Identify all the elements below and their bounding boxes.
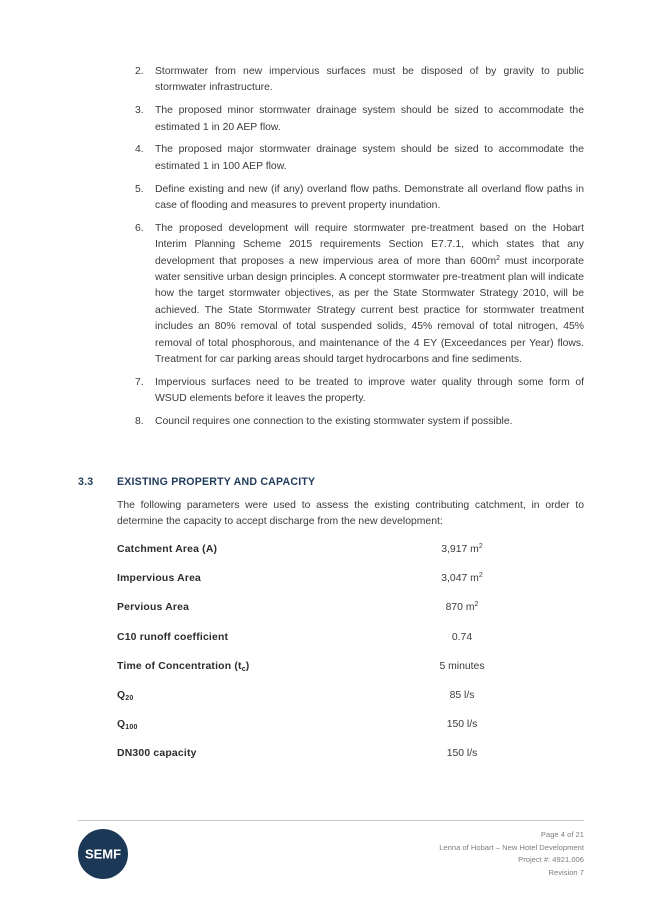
list-item-number: 5. — [135, 183, 144, 195]
parameter-label-text: Time of Concentration (t — [117, 660, 242, 672]
list-item — [135, 375, 584, 408]
list-item — [135, 64, 584, 97]
subscript: 20 — [125, 694, 134, 702]
parameter-value: 5 minutes — [439, 660, 485, 672]
list-item — [135, 182, 584, 215]
table-row — [117, 565, 584, 594]
list-item-text: Define existing and new (if any) overland flow paths. Demonstrate all overland flow paths in case of flooding and measures to prevent property inundation. — [155, 183, 584, 212]
table-row — [117, 536, 584, 565]
list-item-text-part: The proposed development will require stormwater pre-treatment based on the Hobart Interim Planning Scheme 2015 requirements Section E7.7.1, which states that any development that proposes a new impervious area of more than 600m — [155, 222, 584, 267]
parameter-value: 150 l/s — [446, 748, 478, 760]
list-item-number: 7. — [135, 376, 144, 388]
section-heading — [78, 476, 584, 488]
section-intro: The following parameters were used to assess the existing contributing catchment, in order to determine the capacity to accept discharge from the new development: — [117, 500, 584, 528]
parameters-table — [117, 536, 584, 770]
list-item-text: Stormwater from new impervious surfaces must be disposed of by gravity to public stormwater infrastructure. — [155, 66, 584, 94]
list-item-text-part: must incorporate water sensitive urban design principles. A concept stormwater pre-treatment plan will indicate how the target stormwater objectives, as per the State Stormwater Strategy 2010, will be achieved. The State Stormwater Strategy current best practice for stormwater treatment includes an 80% removal of total suspended solids, 45% removal of total nitrogen, 45% removal of total phosphorous, and maintenance of the 4 EY (Exceedances per Year) flows. Treatment for car parking areas should target hydrocarbons and fine sediments. — [155, 255, 584, 366]
parameter-value — [397, 544, 527, 555]
page-number: Page 4 of 21 — [540, 830, 584, 839]
list-item — [135, 142, 584, 175]
project-number: Project #: 4921.006 — [518, 855, 584, 865]
parameter-label — [117, 719, 138, 730]
parameter-value: 150 l/s — [446, 719, 478, 731]
list-item — [135, 414, 584, 430]
table-row — [117, 653, 584, 682]
list-item-number: 8. — [135, 416, 144, 428]
parameter-label-text: Q — [117, 719, 126, 731]
list-item-text: Council requires one connection to the existing stormwater system if possible. — [155, 416, 513, 428]
parameter-label — [117, 690, 133, 701]
parameter-label: DN300 capacity — [117, 748, 197, 760]
list-item-text: Impervious surfaces need to be treated to improve water quality through some form of WSUD elements before it leaves the property. — [155, 376, 584, 405]
parameter-label-text: Q — [117, 689, 126, 701]
parameter-value — [397, 602, 527, 613]
parameter-label: Impervious Area — [117, 573, 202, 585]
parameter-label: Pervious Area — [117, 602, 190, 614]
table-row — [117, 682, 584, 711]
parameter-value-text: 3,047 m — [441, 573, 479, 585]
list-item-number: 2. — [135, 66, 144, 77]
parameter-value-text: 870 m — [445, 602, 475, 614]
list-item-text: The proposed minor stormwater drainage system should be sized to accommodate the estimated 1 in 20 AEP flow. — [155, 105, 584, 133]
page-footer — [439, 829, 584, 879]
revision: Revision 7 — [548, 867, 584, 877]
list-item-number: 6. — [135, 222, 144, 234]
superscript: 2 — [478, 572, 483, 580]
parameter-label-text: ) — [245, 660, 250, 672]
parameter-value-text: 3,917 m — [441, 544, 479, 555]
list-item-number: 3. — [135, 105, 144, 117]
parameter-value — [397, 573, 527, 584]
section-title: EXISTING PROPERTY AND CAPACITY — [117, 476, 316, 488]
list-item — [135, 103, 584, 136]
list-item-text — [155, 221, 584, 369]
logo-text: SEMF — [84, 846, 122, 862]
list-item — [135, 221, 584, 369]
parameter-label: C10 runoff coefficient — [117, 631, 229, 643]
numbered-list — [135, 64, 584, 437]
parameter-label: Catchment Area (A) — [117, 544, 218, 555]
subscript: c — [241, 665, 246, 673]
table-row — [117, 624, 584, 653]
subscript: 100 — [125, 724, 138, 732]
parameter-label — [117, 661, 249, 672]
section-number: 3.3 — [78, 476, 94, 488]
company-logo — [78, 829, 128, 879]
superscript: 2 — [474, 601, 479, 609]
list-item-number: 4. — [135, 144, 144, 156]
list-item-text: The proposed major stormwater drainage system should be sized to accommodate the estimated 1 in 100 AEP flow. — [155, 144, 584, 172]
table-row — [117, 740, 584, 769]
parameter-value: 0.74 — [451, 631, 473, 643]
parameter-value: 85 l/s — [449, 689, 475, 701]
superscript: 2 — [496, 254, 501, 262]
table-row — [117, 711, 584, 740]
table-row — [117, 594, 584, 623]
superscript: 2 — [478, 543, 483, 550]
footer-divider — [78, 820, 584, 821]
project-name: Lenna of Hobart – New Hotel Development — [439, 842, 584, 852]
